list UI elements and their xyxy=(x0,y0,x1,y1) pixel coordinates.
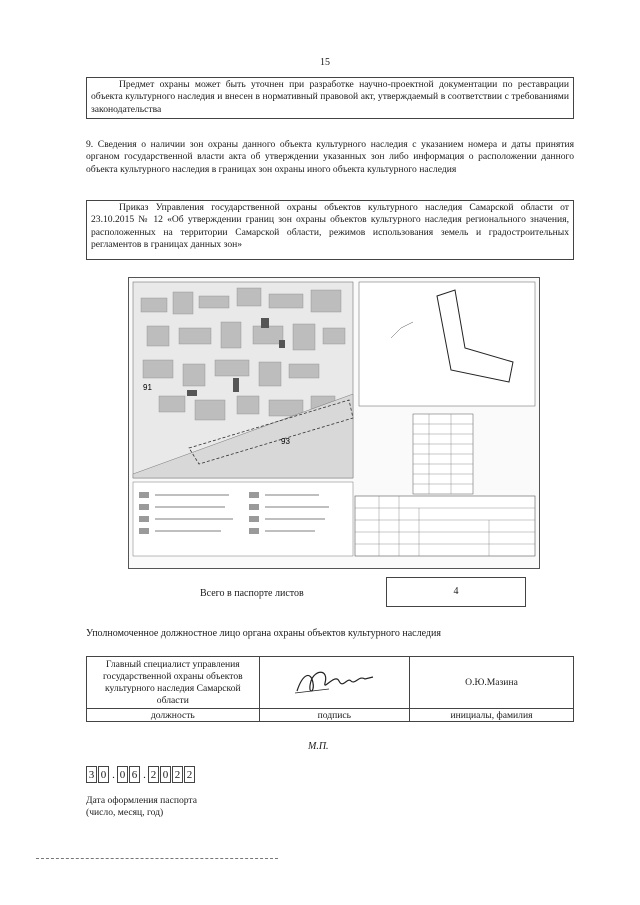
date-label-line: (число, месяц, год) xyxy=(86,807,164,818)
order-text: Приказ Управления государственной охраны объектов культурного наследия Самарской области от 23.10.2015 № 12 «Об утверждении границ зон охраны объектов культурного наследия регионального значения, расположенных на территории Самарской области, режимов использования земель и градостроительных регламентов в границах данных зон» xyxy=(91,202,569,250)
official-heading: Уполномоченное должностное лицо органа охраны объектов культурного наследия xyxy=(86,628,441,639)
zone-map-image xyxy=(128,277,540,569)
date-year-digit: 2 xyxy=(184,766,195,783)
subject-box xyxy=(86,77,574,119)
subject-text: Предмет охраны может быть уточнен при разработке научно-проектной документации по реставрации объекта культурного наследия и внесен в нормативный правовой акт, утверждаемый в соответствии с требованиями законодательства xyxy=(91,79,569,115)
page-number: 15 xyxy=(320,57,330,68)
handwritten-signature xyxy=(289,663,379,699)
date-month-digit: 6 xyxy=(129,766,140,783)
map-drawing xyxy=(129,278,539,568)
map-label-93: 93 xyxy=(281,437,290,446)
stamp-place: М.П. xyxy=(308,741,329,752)
sheets-count-label: Всего в паспорте листов xyxy=(200,588,304,599)
order-box xyxy=(86,200,574,260)
map-label-91: 91 xyxy=(143,383,152,392)
date-label xyxy=(86,795,197,819)
signature-cell xyxy=(259,657,409,709)
sheets-count-value: 4 xyxy=(386,577,526,607)
date-year-digit: 2 xyxy=(172,766,183,783)
date-label-line: Дата оформления паспорта xyxy=(86,795,197,806)
date-day-digit: 3 xyxy=(86,766,97,783)
date-month-digit: 0 xyxy=(117,766,128,783)
footer-divider xyxy=(36,858,278,859)
section-9-text: 9. Сведения о наличии зон охраны данного объекта культурного наследия с указанием номера и даты принятия органом государственной власти акта об утверждении указанных зон либо информация о расположении данного объекта культурного наследия в границах зон охраны иного объекта культурного наследия xyxy=(86,139,574,175)
date-year-digit: 0 xyxy=(160,766,171,783)
caption-position: должность xyxy=(87,709,260,722)
caption-signature: подпись xyxy=(259,709,409,722)
official-name: О.Ю.Мазина xyxy=(409,657,573,709)
date-year-digit: 2 xyxy=(148,766,159,783)
passport-date: 3 0 . 0 6 . 2 0 2 2 xyxy=(86,765,196,783)
official-position: Главный специалист управления государственной охраны объектов культурного наследия Самарской области xyxy=(87,657,260,709)
signature-table xyxy=(86,656,574,722)
caption-name: инициалы, фамилия xyxy=(409,709,573,722)
date-day-digit: 0 xyxy=(98,766,109,783)
